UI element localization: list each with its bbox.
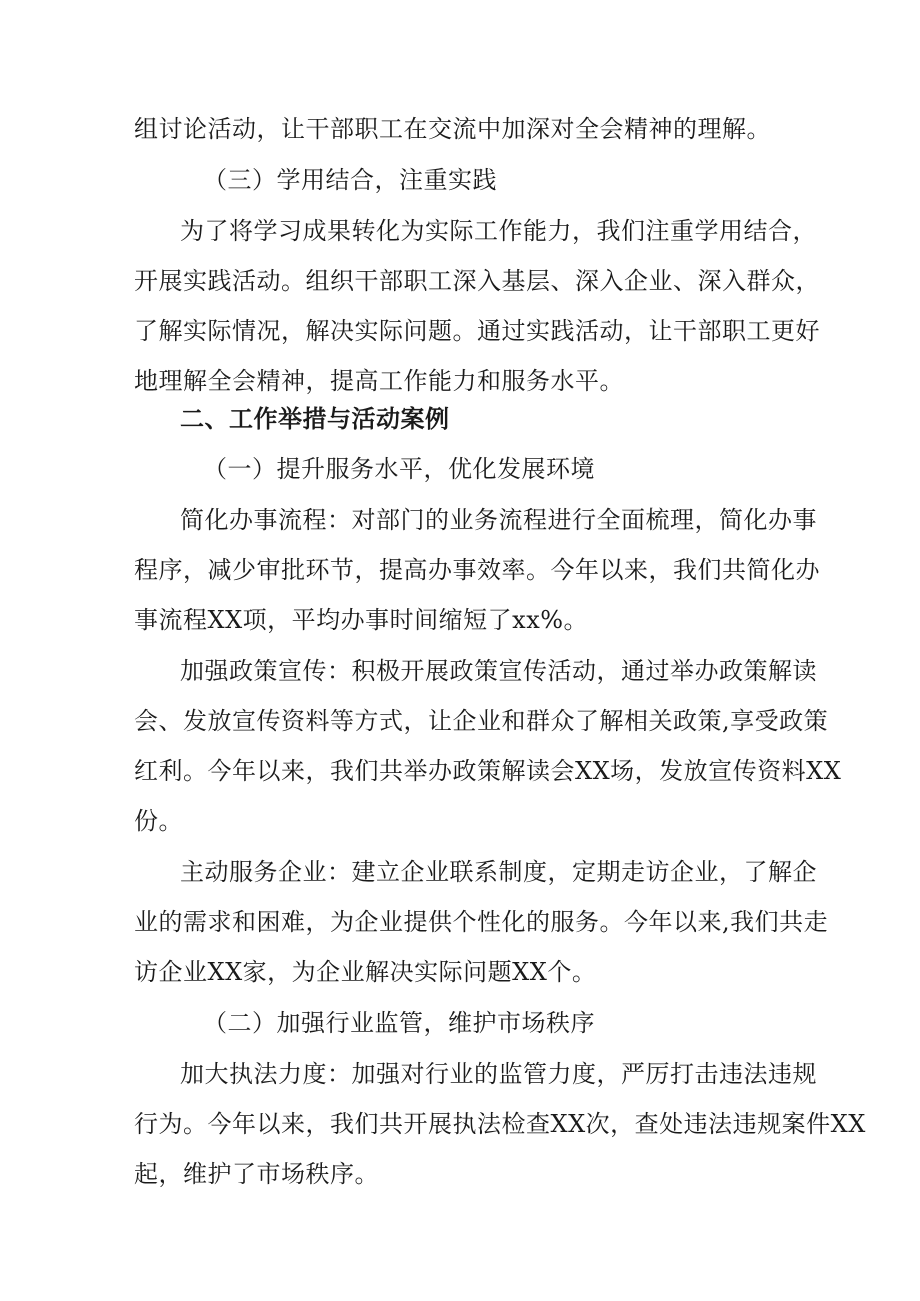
paragraph-line: 起，维护了市场秩序。	[134, 1160, 379, 1188]
paragraph-line: 地理解全会精神，提高工作能力和服务水平。	[134, 367, 624, 395]
subsection-heading: （三）学用结合，注重实践	[203, 166, 497, 194]
paragraph-line: 加强政策宣传：积极开展政策宣传活动，通过举办政策解读	[180, 657, 817, 685]
paragraph-line: 开展实践活动。组织干部职工深入基层、深入企业、深入群众，	[134, 267, 820, 295]
paragraph-line: 行为。今年以来，我们共开展执法检查XX次，查处违法违规案件XX	[134, 1110, 866, 1138]
paragraph-line: 加大执法力度：加强对行业的监管力度，严厉打击违法违规	[180, 1060, 817, 1088]
paragraph-line: 份。	[134, 807, 183, 835]
subsection-heading: （二）加强行业监管，维护市场秩序	[203, 1009, 595, 1037]
paragraph-line: 红利。今年以来，我们共举办政策解读会XX场，发放宣传资料XX	[134, 757, 842, 785]
paragraph-line: 组讨论活动，让干部职工在交流中加深对全会精神的理解。	[134, 115, 771, 143]
paragraph-line: 主动服务企业：建立企业联系制度，定期走访企业，了解企	[180, 858, 817, 886]
paragraph-line: 为了将学习成果转化为实际工作能力，我们注重学用结合，	[180, 217, 817, 245]
paragraph-line: 访企业XX家，为企业解决实际问题XX个。	[134, 958, 597, 986]
subsection-heading: （一）提升服务水平，优化发展环境	[203, 455, 595, 483]
paragraph-line: 程序，减少审批环节，提高办事效率。今年以来，我们共简化办	[134, 556, 820, 584]
paragraph-line: 事流程XX项，平均办事时间缩短了xx%。	[134, 606, 589, 634]
paragraph-line: 业的需求和困难，为企业提供个性化的服务。今年以来,我们共走	[134, 908, 829, 936]
paragraph-line: 会、发放宣传资料等方式，让企业和群众了解相关政策,享受政策	[134, 707, 829, 735]
paragraph-line: 简化办事流程：对部门的业务流程进行全面梳理，简化办事	[180, 506, 817, 534]
section-heading: 二、工作举措与活动案例	[180, 405, 450, 433]
paragraph-line: 了解实际情况，解决实际问题。通过实践活动，让干部职工更好	[134, 317, 820, 345]
